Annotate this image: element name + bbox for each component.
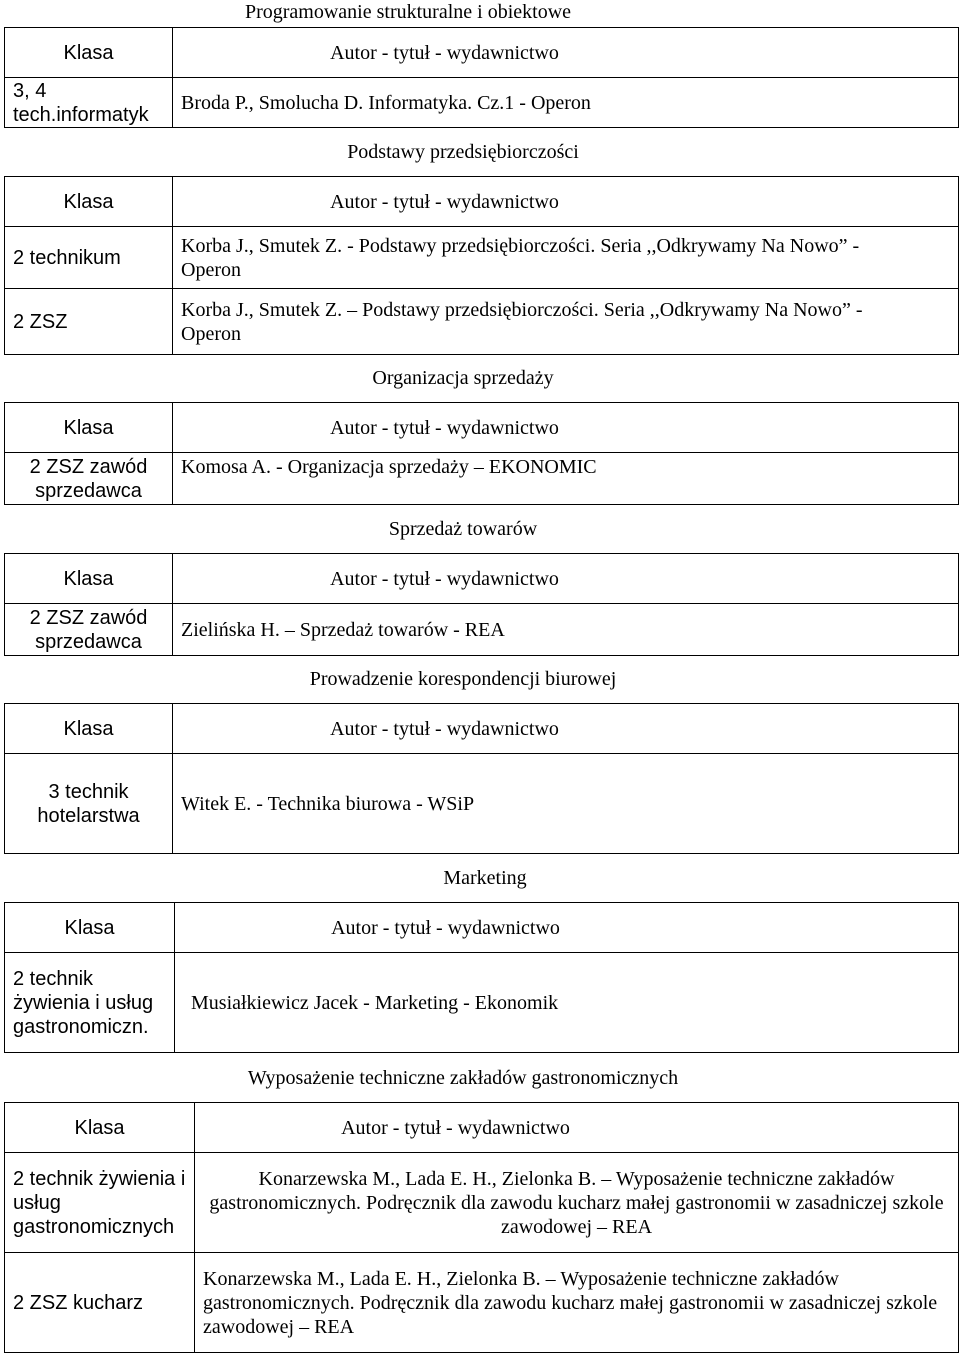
klasa-header: Klasa [5, 903, 175, 953]
klasa-cell: 2 ZSZ [5, 289, 173, 355]
section-title: Organizacja sprzedaży [372, 367, 554, 389]
book-table [4, 553, 959, 656]
book-table [4, 402, 959, 505]
klasa-cell: 2 ZSZ zawód sprzedawca [5, 453, 173, 505]
klasa-header: Klasa [5, 1103, 195, 1153]
book-cell: Musiałkiewicz Jacek - Marketing - Ekonomik [175, 953, 959, 1053]
book-table [4, 27, 959, 128]
book-cell: Korba J., Smutek Z. - Podstawy przedsiębiorczości. Seria ,,Odkrywamy Na Nowo” - Operon [173, 227, 959, 289]
book-cell: Konarzewska M., Lada E. H., Zielonka B. – Wyposażenie techniczne zakładów gastronomicznych. Podręcznik dla zawodu kucharz małej gastronomii w zasadniczej szkole zawodowej – REA [195, 1153, 959, 1253]
klasa-cell: 3, 4 tech.informatyk [5, 78, 173, 128]
section-title: Programowanie strukturalne i obiektowe [244, 1, 572, 23]
klasa-cell: 2 ZSZ zawód sprzedawca [5, 604, 173, 656]
autor-header: Autor - tytuł - wydawnictwo [173, 177, 959, 227]
book-cell: Korba J., Smutek Z. – Podstawy przedsiębiorczości. Seria ,,Odkrywamy Na Nowo” - Operon [173, 289, 959, 355]
autor-header: Autor - tytuł - wydawnictwo [173, 403, 959, 453]
book-table [4, 902, 959, 1053]
section-title: Sprzedaż towarów [388, 518, 538, 540]
section-title: Prowadzenie korespondencji biurowej [309, 668, 617, 690]
book-cell: Witek E. - Technika biurowa - WSiP [173, 754, 959, 854]
book-table [4, 703, 959, 854]
book-cell: Broda P., Smolucha D. Informatyka. Cz.1 - Operon [173, 78, 959, 128]
klasa-cell: 2 ZSZ kucharz [5, 1253, 195, 1353]
autor-header: Autor - tytuł - wydawnictwo [173, 28, 959, 78]
autor-header: Autor - tytuł - wydawnictwo [175, 903, 959, 953]
klasa-cell: 3 technik hotelarstwa [5, 754, 173, 854]
autor-header: Autor - tytuł - wydawnictwo [173, 554, 959, 604]
autor-header: Autor - tytuł - wydawnictwo [195, 1103, 959, 1153]
section-title: Marketing [443, 867, 527, 889]
klasa-cell: 2 technik żywienia i usług gastronomiczn. [5, 953, 175, 1053]
klasa-cell: 2 technikum [5, 227, 173, 289]
section-title: Wyposażenie techniczne zakładów gastronomicznych [247, 1067, 679, 1089]
autor-header: Autor - tytuł - wydawnictwo [173, 704, 959, 754]
book-table [4, 1102, 959, 1353]
klasa-header: Klasa [5, 704, 173, 754]
klasa-header: Klasa [5, 28, 173, 78]
klasa-header: Klasa [5, 554, 173, 604]
book-cell: Konarzewska M., Lada E. H., Zielonka B. – Wyposażenie techniczne zakładów gastronomicznych. Podręcznik dla zawodu kucharz małej gastronomii w zasadniczej szkole zawodowej – REA [195, 1253, 959, 1353]
book-cell: Komosa A. - Organizacja sprzedaży – EKONOMIC [173, 453, 959, 505]
klasa-cell: 2 technik żywienia i usług gastronomicznych [5, 1153, 195, 1253]
book-table [4, 176, 959, 355]
section-title: Podstawy przedsiębiorczości [347, 141, 579, 163]
book-cell: Zielińska H. – Sprzedaż towarów - REA [173, 604, 959, 656]
klasa-header: Klasa [5, 403, 173, 453]
klasa-header: Klasa [5, 177, 173, 227]
